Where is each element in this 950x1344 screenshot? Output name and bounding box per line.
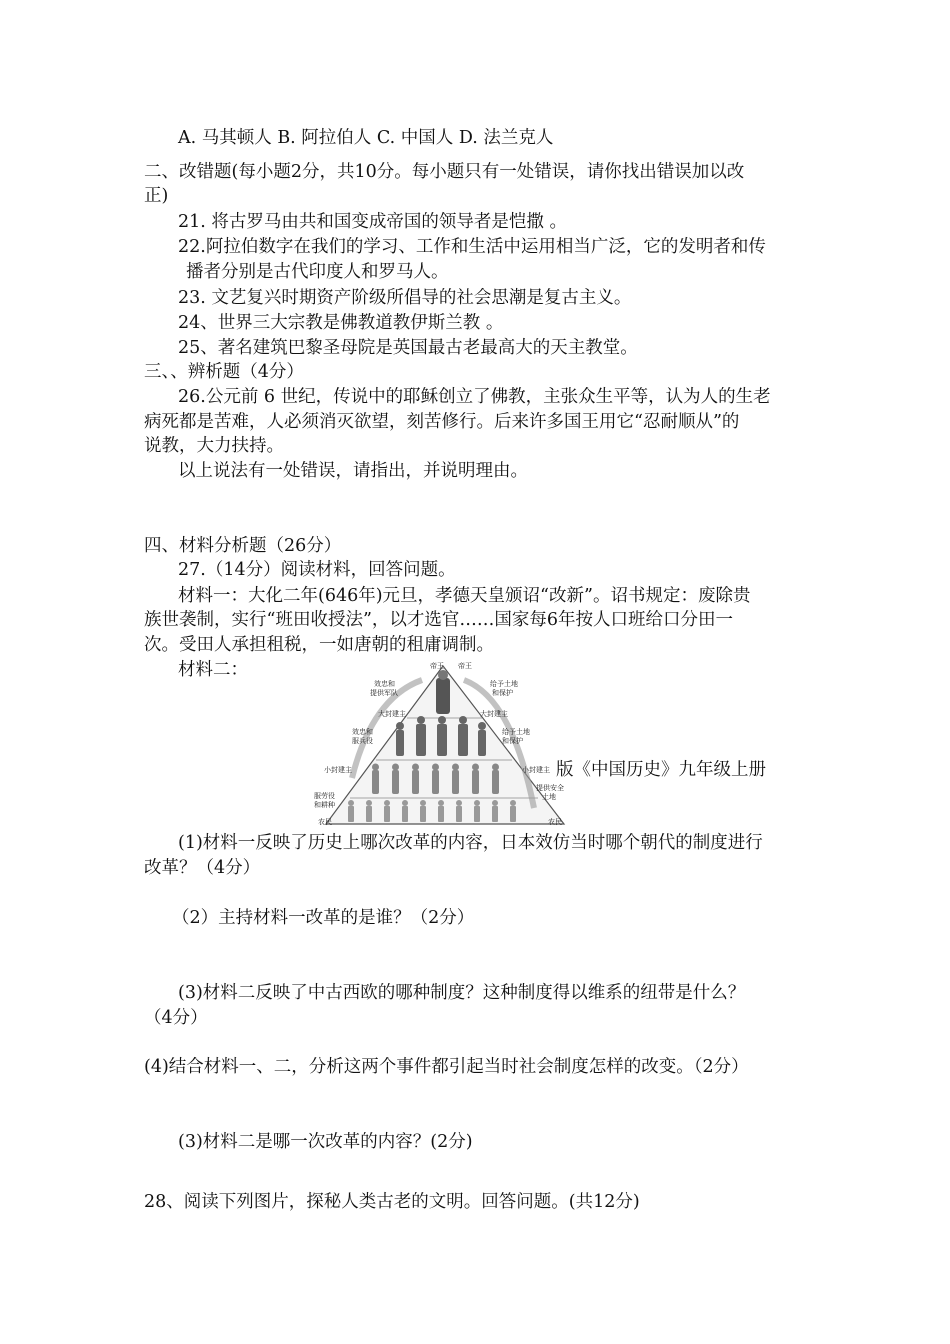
question-27-3-line1: (3)材料二反映了中古西欧的哪种制度？这种制度得以维系的纽带是什么？ [178, 983, 746, 1003]
material1-line2: 族世袭制，实行“班田收授法”，以才选官……国家每6年按人口班给口分田一 [144, 610, 734, 630]
question-28: 28、阅读下列图片，探秘人类古老的文明。回答问题。(共12分) [144, 1192, 640, 1212]
label-peasant-left: 农民 [318, 818, 332, 826]
question-27-3-line2: （4分） [144, 1008, 208, 1028]
question-22-line2: 播者分别是古代印度人和罗马人。 [186, 262, 449, 282]
label-peasant-right: 农民 [548, 818, 562, 826]
section2-title-line1: 二、改错题(每小题2分，共10分。每小题只有一处错误，请你找出错误加以改 [144, 162, 745, 182]
question-26-instruction: 以上说法有一处错误，请指出，并说明理由。 [178, 461, 528, 481]
label-protect: 和保护 [492, 689, 513, 697]
feudal-pyramid-figure [312, 658, 574, 830]
label-big-lord-right: 大封建主 [480, 710, 508, 718]
label-provide1: 提供安全 [536, 784, 564, 792]
question-27-3b: (3)材料二是哪一次改革的内容？(2分) [178, 1132, 473, 1152]
question-27-1-line1: (1)材料一反映了历史上哪次改革的内容，日本效仿当时哪个朝代的制度进行 [178, 833, 763, 853]
question-27-header: 27.（14分）阅读材料，回答问题。 [178, 560, 456, 580]
question-26-line3: 说教，大力扶持。 [144, 436, 284, 456]
label-military: 提供军队 [370, 689, 398, 697]
label-small-lord-right: 小封建主 [522, 766, 550, 774]
label-loyalty2: 效忠和 [352, 728, 373, 736]
label-king: 帝王 [430, 662, 444, 670]
label-labor2: 和耕种 [314, 801, 335, 809]
label-provide2: 土地 [542, 793, 556, 801]
question-22-line1: 22.阿拉伯数字在我们的学习、工作和生活中运用相当广泛，它的发明者和传 [178, 237, 766, 257]
section4-title: 四、材料分析题（26分） [144, 536, 342, 556]
label-give-land2: 给予土地 [502, 728, 530, 736]
question-25: 25、著名建筑巴黎圣母院是英国最古老最高大的天主教堂。 [178, 338, 638, 358]
question-27-1-line2: 改革？（4分） [144, 858, 261, 878]
question-27-4: (4)结合材料一、二，分析这两个事件都引起当时社会制度怎样的改变。（2分） [144, 1057, 749, 1077]
label-big-lord-left: 大封建主 [378, 710, 406, 718]
label-service: 服兵役 [352, 737, 373, 745]
question-24: 24、世界三大宗教是佛教道教伊斯兰教 。 [178, 313, 504, 333]
q20-options: A. 马其顿人 B. 阿拉伯人 C. 中国人 D. 法兰克人 [178, 128, 554, 148]
question-23: 23. 文艺复兴时期资产阶级所倡导的社会思潮是复古主义。 [178, 288, 632, 308]
section2-title-line2: 正) [144, 186, 169, 206]
label-small-lord-left: 小封建主 [324, 766, 352, 774]
question-26-line1: 26.公元前 6 世纪，传说中的耶稣创立了佛教，主张众生平等，认为人的生老 [178, 387, 771, 407]
label-king-right: 帝王 [458, 662, 472, 670]
material1-line3: 次。受田人承担租税，一如唐朝的租庸调制。 [144, 635, 494, 655]
section3-title: 三、、辨析题（4分） [144, 362, 304, 382]
label-loyalty: 效忠和 [374, 680, 395, 688]
question-27-2: （2）主持材料一改革的是谁？（2分） [172, 908, 475, 928]
figure-caption: 版《中国历史》九年级上册 [556, 760, 766, 780]
question-21: 21. 将古罗马由共和国变成帝国的领导者是恺撒 。 [178, 212, 567, 232]
label-protect2: 和保护 [502, 737, 523, 745]
material1-line1: 材料一：大化二年(646年)元旦，孝德天皇颁诏“改新”。诏书规定：废除贵 [178, 586, 751, 606]
question-26-line2: 病死都是苦难，人必须消灭欲望，刻苦修行。后来许多国王用它“忍耐顺从”的 [144, 412, 740, 432]
label-give-land: 给予土地 [490, 680, 518, 688]
label-labor1: 服劳役 [314, 792, 335, 800]
material2-label: 材料二： [178, 660, 248, 680]
